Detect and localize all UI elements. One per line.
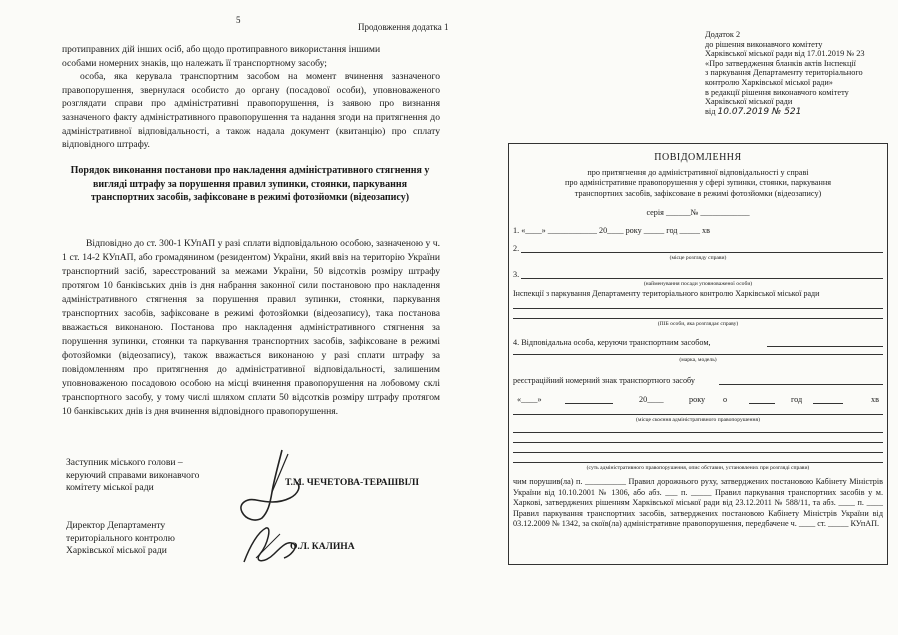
rule <box>719 384 883 385</box>
rule <box>513 442 883 443</box>
date-year-word: року <box>689 395 706 404</box>
appendix-line: «Про затвердження бланків актів Інспекції <box>705 58 856 68</box>
rule <box>513 318 883 319</box>
form-subtitle-line: про адміністративне правопорушення у сфері зупинки, стоянки, паркування <box>565 178 831 188</box>
form-row-3: 3. <box>513 270 520 279</box>
rule <box>749 403 775 404</box>
rule <box>513 354 883 355</box>
signer-2-title-line: Харківської міської ради <box>66 545 167 557</box>
appendix-line: контролю Харківської міської ради» <box>705 77 833 87</box>
form-series: серія ______№ ____________ <box>646 208 750 217</box>
appendix-continuation: Продовження додатка 1 <box>358 22 449 32</box>
intro-text <box>62 43 440 152</box>
plate-label: реєстраційний номерний знак транспортного засобу <box>513 376 695 385</box>
caption-essence: (суть адміністративного правопорушення, опис обставин, установлених при розгляді справи) <box>586 465 810 471</box>
signer-2-title <box>66 520 175 558</box>
signer-1-title <box>66 457 199 495</box>
date-hour: год <box>791 395 803 404</box>
rule <box>513 462 883 463</box>
signer-2-title-line: територіального контролю <box>66 532 175 544</box>
appendix-line: Додаток 2 <box>705 30 741 39</box>
caption-place-of-review: (місце розгляду справи) <box>669 255 727 261</box>
appendix-date-line <box>705 107 881 118</box>
appendix-line: Харківської міської ради від 17.01.2019 № 23 <box>705 49 865 59</box>
rule <box>513 308 883 309</box>
signer-1-title-line: Заступник міського голови – <box>66 457 183 468</box>
caption-officer-position: (найменування посади уповноваженої особи) <box>643 281 753 287</box>
rule <box>521 252 883 253</box>
paragraph-2: особа, яка керувала транспортним засобом на момент вчинення зазначеного правопорушення, звернулася особисто до органу (посадової особи), уповноваженого розглядати справи про адміністративні правопорушення, із заявою про визнання зазначеного факту адміністративного правопорушення та надання згоди на притягнення до адміністративної відповідальності, а також надала документ (квитанцію) про сплату відповідного штрафу. <box>62 71 440 151</box>
signer-1-title-line: комітету міської ради <box>66 482 154 494</box>
signer-2-title-line: Директор Департаменту <box>66 520 166 531</box>
form-row-1: 1. «____» ____________ 20____ року _____ год _____ хв <box>513 226 710 235</box>
signer-2-name: О.Л. КАЛИНА <box>290 541 355 552</box>
date-day: «____» <box>517 395 542 404</box>
page-number: 5 <box>236 15 241 25</box>
rule <box>767 346 883 347</box>
violation-text: чим порушив(ла) п. __________ Правил дорожнього руху, затверджених постановою Кабінету Міністрів України від 10.10.2001 № 1306, або абз. ___ п. _____ Правил паркування транспортних засобів у м. Харкові, затверджених рішенням Харківської міської ради від 23.12.2011 № 588/11, та абз. ____ п. ____ Правил паркування транспортних засобів, затверджених постановою Кабінету Міністрів України від 03.12.2009 № 1342, за скоїв(ла) адміністративне правопорушення, передбачене ч. ____ ст. _____ КУпАП. <box>513 477 883 529</box>
section-heading: Порядок виконання постанови про накладення адміністративного стягнення у вигляді штрафу за порушення правил зупинки, стоянки, паркування транспортних засобів, зафіксоване в режимі фотозйомки (відеозапису) <box>70 165 430 204</box>
rule <box>513 414 883 415</box>
handwritten-number: 10.07.2019 № 521 <box>717 106 802 117</box>
caption-place-of-offence: (місце скоєння адміністративного правопорушення) <box>636 417 760 423</box>
appendix-line: з паркування Департаменту територіального <box>705 68 863 78</box>
intro-line-2: особами номерних знаків, що належать її транспортному засобу; <box>62 57 327 69</box>
form-title: ПОВІДОМЛЕННЯ <box>654 152 742 163</box>
form-subtitle-line: транспортних засобів, зафіксоване в режимі фотозйомки (відеозапису) <box>574 188 822 198</box>
notice-form <box>508 143 888 565</box>
appendix-date-prefix: від <box>705 106 716 116</box>
rule <box>513 452 883 453</box>
signer-1-name: Т.М. ЧЕЧЕТОВА-ТЕРАШВІЛІ <box>285 477 420 488</box>
date-year: 20____ <box>639 395 664 404</box>
rule <box>513 432 883 433</box>
form-subtitle-line: про притягнення до адміністративної відповідальності у справі <box>587 168 809 177</box>
inspection-name: Інспекції з паркування Департаменту територіального контролю Харківської міської ради <box>513 289 820 298</box>
date-at: о <box>723 395 728 404</box>
appendix-header <box>705 30 881 117</box>
date-minute: хв <box>871 395 879 404</box>
appendix-line: Харківської міської ради <box>705 97 793 107</box>
appendix-line: в редакції рішення виконавчого комітету <box>705 87 849 97</box>
rule <box>813 403 843 404</box>
signer-1-title-line: керуючий справами виконавчого <box>66 469 200 481</box>
form-subtitle <box>509 168 887 199</box>
caption-make-model: (марка, модель) <box>679 357 717 363</box>
form-row-2: 2. <box>513 244 520 253</box>
rule <box>565 403 613 404</box>
form-row-4: 4. Відповідальна особа, керуючи транспортним засобом, <box>513 338 711 347</box>
procedure-body: Відповідно до ст. 300-1 КУпАП у разі сплати відповідальною особою, зазначеною у ч. 1 ст. 14-2 КУпАП, або громадянином (резидентом) України, який ввіз на територію України транспортний засіб, зареєстрований за межами України, 50 відсотків розміру штрафу протягом 10 банківських днів із дня набрання законної сили постановою про накладення адміністративного стягнення за порушення правил зупинки, стоянки, паркування транспортних засобів, зафіксоване в режимі фотозйомки (відеозапису), така постанова вважається виконаною. Постанова про накладення адміністративного стягнення за порушення зупинки, стоянки та паркування транспортних засобів, зафіксоване в режимі фотозйомки (відеозапису), також вважається виконаною у разі сплати штрафу за повідомленням про притягнення до адміністративної відповідальності, залишеним уповноваженою посадовою особою на місці вчинення правопорушення на лобовому склі транспортного засобу, у тому числі шляхом сплати 50 відсотків розміру штрафу протягом 10 банківських днів із дня вчинення відповідного правопорушення. <box>62 238 440 417</box>
rule <box>521 278 883 279</box>
caption-pib: (ПІБ особи, яка розглядає справу) <box>657 321 739 327</box>
appendix-line: до рішення виконавчого комітету <box>705 39 823 49</box>
intro-line-1: протиправних дій інших осіб, або щодо протиправного використання іншими <box>62 44 381 55</box>
